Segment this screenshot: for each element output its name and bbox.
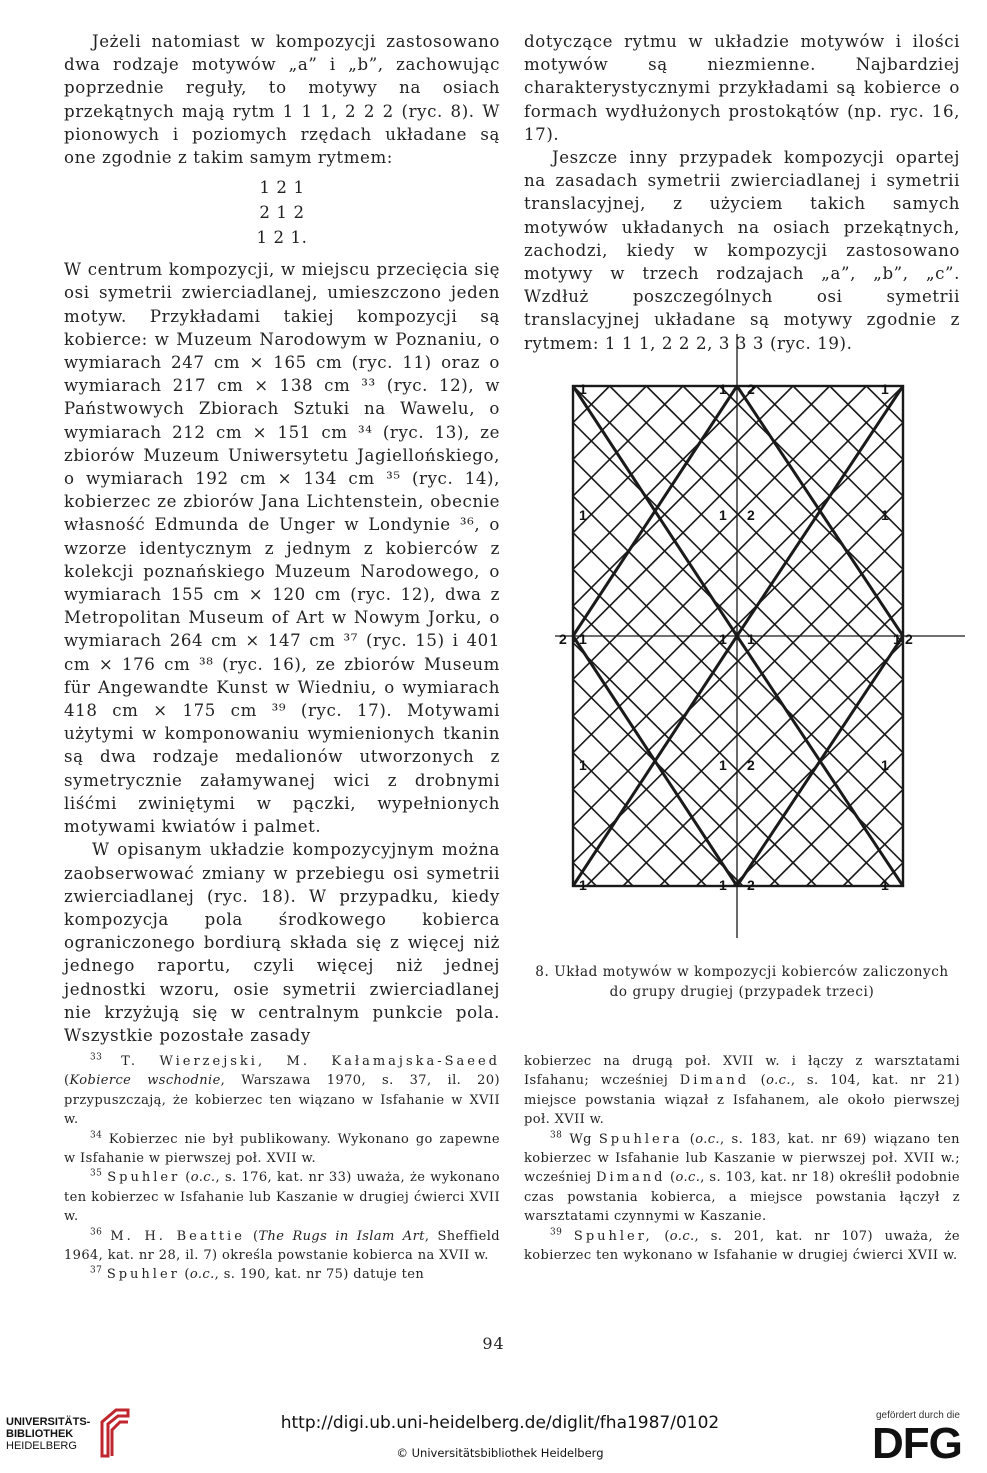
footnote-author: M. H. Beattie	[110, 1228, 245, 1244]
footnote-number: 39	[550, 1227, 563, 1238]
footnote-oc: o.c.	[695, 1131, 720, 1147]
footnote-37-continued: kobierzec na drugą poł. XVII w. i łączy z warsztatami Isfahanu; wcześniej Dimand (o.c., s. 104, kat. nr 21) miejsce powstania wiązał z Isfahanem, ale około pierwszej poł. XVII w.	[524, 1054, 960, 1128]
page-number: 94	[482, 1334, 505, 1353]
rhythm-row: 2 1 2	[259, 203, 305, 223]
footnotes-left	[64, 1052, 500, 1285]
caption-line: 8. Układ motywów w kompozycji kobierców zaliczonych	[535, 964, 949, 980]
footnote-text: , s. 104, kat. nr 21) miejsce powstania wiązał z Isfahanem, ale około pierwszej poł. XVII w.	[524, 1073, 960, 1128]
footnote-author: Spuhler	[106, 1267, 180, 1283]
copyright-notice: © Universitätsbibliothek Heidelberg	[396, 1446, 604, 1460]
library-logo-icon	[98, 1408, 132, 1458]
footnote-38: $^{38}$ Wg Spuhlera (o.c., s. 183, kat. nr 69) wiązano ten kobierzec w Isfahanie lub Kaszanie w pierwszej poł. XVII w.; wcześniej Dimand (o.c., s. 103, kat. nr 18) określił podobnie czas powstania kobierca, a miejsce powstania łączył z warsztatami czynnymi w Kaszanie.	[524, 1130, 960, 1225]
footnote-text: , Sheffield 1964, kat. nr 28, il. 7) określa powstanie kobierca na XVII w.	[64, 1228, 500, 1264]
paragraph: Jeszcze inny przypadek kompozycji opartej na zasadach symetrii zwierciadlanej i symetrii translacyjnej, z użyciem takich samych motywów układanych na osiach przekątnych, zachodzi, kiedy w kompozycji zastosowano motywy w trzech rodzajach „a”, „b”, „c”. Wzdłuż poszczególnych osi symetrii translacyjnej układane są motywy zgodnie z rytmem: 1 1 1, 2 2 2, 3 3 3 (ryc. 19).	[524, 148, 960, 353]
paragraph: W opisanym układzie kompozycyjnym można zaobserwować zmiany w przebiegu osi symetrii zwierciadlanej (ryc. 18). W przypadku, kiedy kompozycja pola środkowego kobierca ograniczonego bordiurą składa się z więcej niż jednego raportu, czyli więcej niż jednej jednostki wzoru, osie symetrii zwierciadlanej nie krzyżują się w centralnym punkcie pola. Wszystkie pozostałe zasady	[64, 840, 500, 1045]
library-name-line: BIBLIOTHEK	[6, 1428, 74, 1440]
figure-caption	[524, 962, 960, 1002]
lattice-line	[843, 826, 903, 886]
motif-label: 2	[747, 381, 755, 397]
footnote-text: Wg	[569, 1131, 592, 1147]
footnote-35: $^{35}$ Spuhler (o.c., s. 176, kat. nr 33) uważa, że wykonano ten kobierzec w Isfahanie lub Kaszanie w drugiej ćwierci XVII w.	[64, 1169, 500, 1225]
footnote-text: Kobierzec nie był publikowany. Wykonano go zapewne w Isfahanie w pierwszej poł. XVII w.	[64, 1131, 500, 1167]
footnote-title: Kobierce wschodnie	[69, 1073, 221, 1089]
footnote-author: Dimand	[679, 1073, 750, 1089]
motif-label: 1	[881, 381, 889, 397]
footnote-number: 38	[550, 1130, 563, 1141]
library-name	[6, 1416, 90, 1452]
footnote-number: 35	[90, 1169, 103, 1180]
motif-label: 1	[719, 631, 727, 647]
motif-label: 2	[747, 757, 755, 773]
footnote-oc: o.c.	[189, 1267, 215, 1283]
motif-label: 1	[579, 507, 587, 523]
dfg-logo: DFG	[872, 1419, 962, 1468]
paragraph: W centrum kompozycji, w miejscu przecięcia się osi symetrii zwierciadlanej, umieszczono jeden motyw. Przykładami takiej kompozycji są kobierce: w Muzeum Narodowym w Poznaniu, o wymiarach 247 cm × 165 cm (ryc. 11) oraz o wymiarach 217 cm × 138 cm ³³ (ryc. 12), w Państwowych Zbiorach Sztuki na Wawelu, o wymiarach 212 cm × 151 cm ³⁴ (ryc. 13), ze zbiorów Muzeum Uniwersytetu Jagiellońskiego, o wymiarach 192 cm × 134 cm ³⁵ (ryc. 14), kobierzec ze zbiorów Jana Lichtenstein, obecnie własność Edmunda de Unger w Londynie ³⁶, o wzorze identycznym z jednym z kobierców z kolekcji poznańskiego Muzeum Narodowego, o wymiarach 155 cm × 120 cm (ryc. 12), dwa z Metropolitan Museum of Art w Nowym Jorku, o wymiarach 264 cm × 147 cm ³⁷ (ryc. 15) i 401 cm × 176 cm ³⁸ (ryc. 16), ze zbiorów Museum für Angewandte Kunst w Wiedniu, o wymiarach 418 cm × 175 cm ³⁹ (ryc. 17). Motywami użytymi w komponowaniu wymienionych tkanin są dwa rodzaje medalionów utworzonych z symetrycznie załamywanej wici z drobnymi liśćmi zwiniętymi w pączki, wypełnionych motywami kwiatów i palmet.	[64, 260, 500, 837]
footnote-author: Dimand	[596, 1170, 666, 1186]
footnote-title: The Rugs in Islam Art	[258, 1228, 425, 1244]
footnote-oc: o.c.	[669, 1228, 695, 1244]
lattice-line	[660, 643, 903, 886]
motif-label: 1	[579, 631, 587, 647]
motif-label: 1	[893, 631, 901, 647]
composition-diagram	[555, 334, 965, 938]
footnote-author: Spuhler	[107, 1170, 181, 1186]
lattice-line	[573, 753, 706, 886]
library-name-line: UNIVERSITÄTS-	[6, 1416, 91, 1428]
footnote-text: , s. 176, kat. nr 33) uważa, że wykonano ten kobierzec w Isfahanie lub Kaszanie w drugiej ćwierci XVII w.	[64, 1170, 500, 1225]
motif-label: 2	[905, 631, 913, 647]
footnote-36: $^{36}$ M. H. Beattie (The Rugs in Islam Art, Sheffield 1964, kat. nr 28, il. 7) określa powstanie kobierca na XVII w.	[64, 1227, 500, 1264]
footnote-text: kobierzec na drugą poł. XVII w. i łączy z warsztatami Isfahanu; wcześniej	[524, 1054, 960, 1089]
footnote-text: , s. 201, kat. nr 107) uważa, że kobierzec ten wykonano w Isfahanie w drugiej ćwierci XVII w.	[524, 1228, 960, 1264]
paragraph: dotyczące rytmu w układzie motywów i ilości motywów są niezmienne. Najbardziej charakterystycznymi przykładami są kobierce o formach wydłużonych prostokątów (np. ryc. 16, 17).	[524, 32, 960, 144]
source-url-link[interactable]: http://digi.ub.uni-heidelberg.de/diglit/fha1987/0102	[280, 1413, 720, 1433]
rhythm-row: 1 2 1	[259, 178, 305, 198]
left-column	[64, 30, 500, 1047]
footnotes-right	[524, 1052, 960, 1265]
motif-label: 2	[747, 877, 755, 893]
digitization-footer	[0, 1396, 987, 1473]
motif-label: 1	[719, 877, 727, 893]
footnote-author: Spuhler,	[573, 1228, 653, 1244]
footnote-text: , s. 183, kat. nr 69) wiązano ten kobierzec w Isfahanie lub Kaszanie w pierwszej poł. XVII w.; wcześniej	[524, 1131, 960, 1186]
footnote-number: 36	[90, 1227, 103, 1238]
footnote-oc: o.c.	[190, 1170, 216, 1186]
footnote-oc: o.c.	[766, 1073, 791, 1089]
footnote-author: T. Wierzejski, M. Kałamajska-Saeed	[121, 1054, 500, 1069]
motif-label: 1	[881, 757, 889, 773]
footnote-37: $^{37}$ Spuhler (o.c., s. 190, kat. nr 75) datuje ten	[90, 1266, 425, 1283]
motif-label: 2	[559, 631, 567, 647]
footnote-number: 33	[90, 1052, 103, 1063]
footnote-author: Spuhlera	[598, 1131, 683, 1147]
right-column	[524, 30, 960, 355]
footnote-number: 34	[90, 1130, 103, 1141]
rhythm-block	[64, 175, 500, 250]
footnote-39: $^{39}$ Spuhler, (o.c., s. 201, kat. nr 107) uważa, że kobierzec ten wykonano w Isfahanie w drugiej ćwierci XVII w.	[524, 1227, 960, 1264]
motif-label: 1	[719, 757, 727, 773]
motif-label: 1	[579, 757, 587, 773]
footnote-number: 37	[90, 1266, 103, 1277]
motif-label: 1	[719, 507, 727, 523]
lattice-line	[806, 789, 903, 886]
library-name-line: HEIDELBERG	[6, 1440, 77, 1452]
funding-note: gefördert durch die	[876, 1410, 960, 1421]
caption-line: do grupy drugiej (przypadek trzeci)	[609, 984, 875, 1000]
footnote-34	[64, 1130, 500, 1169]
paragraph: Jeżeli natomiast w kompozycji zastosowano dwa rodzaje motywów „a” i „b”, zachowując poprzednie reguły, to motywy na osiach przekątnych mają rytm 1 1 1, 2 2 2 (ryc. 8). W pionowych i poziomych rzędach układane są one zgodnie z takim samym rytmem:	[64, 32, 500, 168]
rhythm-row: 1 2 1.	[256, 228, 308, 248]
footnote-text: , s. 103, kat. nr 18) określił podobnie czas powstania kobierca, a miejsce powstania łączył z warsztatami czynnymi w Kaszanie.	[524, 1170, 960, 1225]
motif-label: 1	[579, 877, 587, 893]
footnote-text: , s. 190, kat. nr 75) datuje ten	[214, 1267, 425, 1283]
motif-label: 2	[747, 507, 755, 523]
footnote-text: , Warszawa 1970, s. 37, il. 20) przypuszczają, że kobierzec ten wiązano w Isfahanie w XVII w.	[64, 1073, 500, 1128]
footnote-oc: o.c.	[675, 1170, 701, 1186]
motif-label: 1	[719, 381, 727, 397]
motif-label: 1	[747, 631, 755, 647]
footnote-33: $^{33}$ T. Wierzejski, M. Kałamajska-Saeed (Kobierce wschodnie, Warszawa 1970, s. 37, il. 20) przypuszczają, że kobierzec ten wiązano w Isfahanie w XVII w.	[64, 1052, 500, 1128]
lattice-line	[573, 789, 670, 886]
motif-label: 1	[881, 877, 889, 893]
motif-label: 1	[579, 381, 587, 397]
motif-label: 1	[881, 507, 889, 523]
